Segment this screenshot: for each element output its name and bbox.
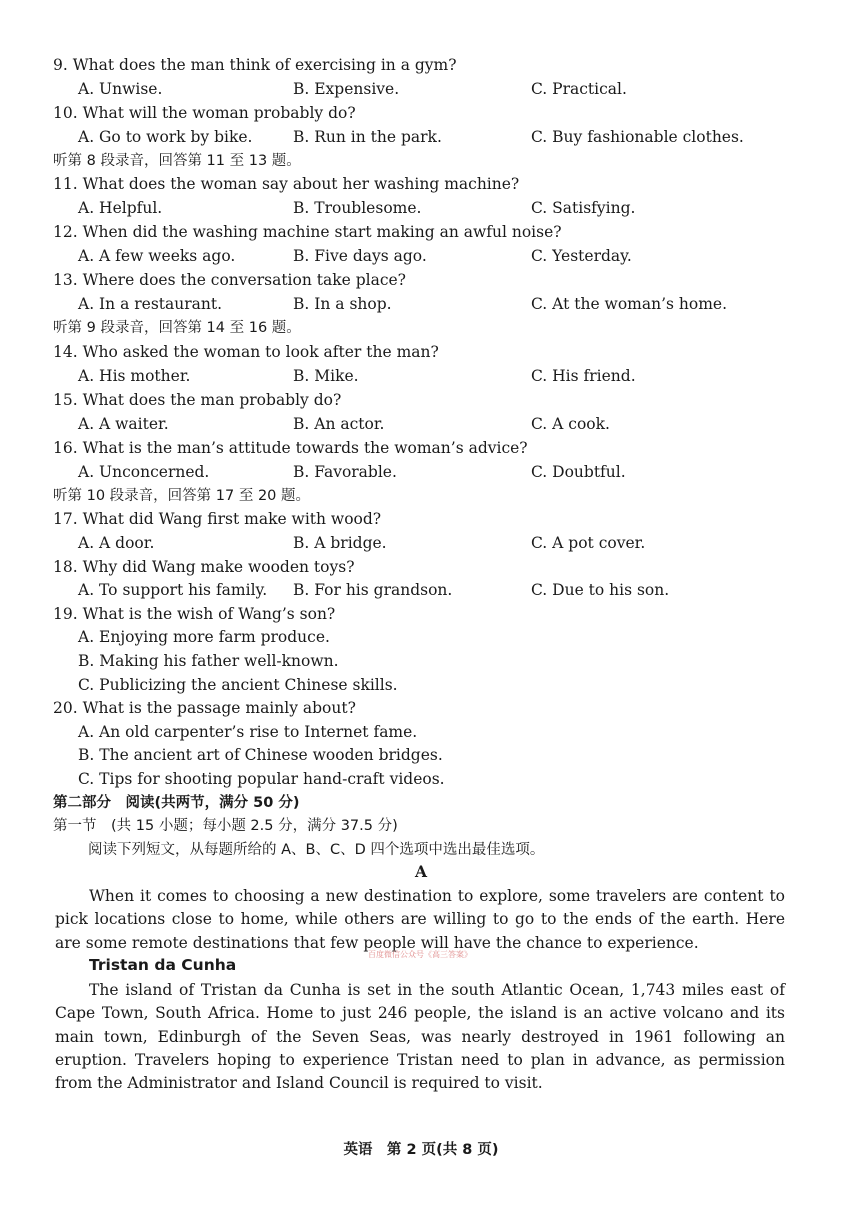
q12-option-b: B. Five days ago. (293, 247, 427, 265)
q19-option-a: A. Enjoying more farm produce. (78, 628, 330, 646)
question-11: 11. What does the woman say about her washing machine? (53, 175, 520, 193)
q18-option-b: B. For his grandson. (293, 581, 453, 599)
question-10: 10. What will the woman probably do? (53, 104, 356, 122)
listening-section-8: 听第 8 段录音，回答第 11 至 13 题。 (53, 153, 301, 169)
question-9: 9. What does the man think of exercising in a gym? (53, 56, 457, 74)
q10-option-a: A. Go to work by bike. (78, 128, 253, 146)
q16-option-a: A. Unconcerned. (78, 463, 210, 481)
q17-option-a: A. A door. (78, 534, 155, 552)
q9-option-c: C. Practical. (531, 80, 627, 98)
q16-option-b: B. Favorable. (293, 463, 397, 481)
listening-section-9: 听第 9 段录音，回答第 14 至 16 题。 (53, 320, 301, 336)
q12-option-c: C. Yesterday. (531, 247, 632, 265)
q11-option-a: A. Helpful. (78, 199, 163, 217)
q20-option-a: A. An old carpenter’s rise to Internet fame. (78, 723, 418, 741)
q13-option-a: A. In a restaurant. (78, 295, 223, 313)
q14-option-c: C. His friend. (531, 367, 636, 385)
passage-subtitle: Tristan da Cunha (89, 956, 237, 974)
q14-option-b: B. Mike. (293, 367, 359, 385)
q15-option-a: A. A waiter. (78, 415, 169, 433)
listening-section-10: 听第 10 段录音，回答第 17 至 20 题。 (53, 488, 311, 504)
q16-option-c: C. Doubtful. (531, 463, 626, 481)
q11-option-c: C. Satisfying. (531, 199, 636, 217)
q9-option-b: B. Expensive. (293, 80, 400, 98)
watermark: 百度微信公众号《高三答案》 (368, 950, 472, 959)
q13-option-b: B. In a shop. (293, 295, 392, 313)
q20-option-c: C. Tips for shooting popular hand-craft videos. (78, 770, 445, 788)
passage-intro: When it comes to choosing a new destination to explore, some travelers are content to pick locations close to home, while others are willing to go to the ends of the earth. Here are some remote destinations that few people will have the chance to experience. (55, 887, 785, 952)
q12-option-a: A. A few weeks ago. (78, 247, 236, 265)
q13-option-c: C. At the woman’s home. (531, 295, 727, 313)
section-one-title: 第一节 (共 15 小题；每小题 2.5 分，满分 37.5 分) (53, 818, 398, 834)
question-13: 13. Where does the conversation take place? (53, 271, 406, 289)
q18-option-c: C. Due to his son. (531, 581, 670, 599)
q11-option-b: B. Troublesome. (293, 199, 422, 217)
q17-option-b: B. A bridge. (293, 534, 387, 552)
question-19: 19. What is the wish of Wang’s son? (53, 605, 336, 623)
q19-option-c: C. Publicizing the ancient Chinese skills. (78, 676, 398, 694)
q15-option-b: B. An actor. (293, 415, 385, 433)
part-two-title: 第二部分 阅读(共两节，满分 50 分) (53, 795, 300, 811)
question-20: 20. What is the passage mainly about? (53, 699, 356, 717)
q17-option-c: C. A pot cover. (531, 534, 646, 552)
q19-option-b: B. Making his father well-known. (78, 652, 339, 670)
reading-instruction: 阅读下列短文，从每题所给的 A、B、C、D 四个选项中选出最佳选项。 (88, 842, 545, 858)
passage-label: A (414, 862, 428, 881)
passage-body: The island of Tristan da Cunha is set in the south Atlantic Ocean, 1,743 miles east of Cape Town, South Africa. Home to just 246 people, the island is an active volcano and its main town, Edinburgh of the Seven Seas, was nearly destroyed in 1961 following an eruption. Travelers hoping to experience Tristan need to plan in advance, as permission from the Administrator and Island Council is required to visit. (55, 981, 785, 1093)
question-14: 14. Who asked the woman to look after the man? (53, 343, 439, 361)
question-16: 16. What is the man’s attitude towards the woman’s advice? (53, 439, 528, 457)
q10-option-c: C. Buy fashionable clothes. (531, 128, 744, 146)
q10-option-b: B. Run in the park. (293, 128, 442, 146)
q14-option-a: A. His mother. (78, 367, 191, 385)
q18-option-a: A. To support his family. (78, 581, 268, 599)
page-footer: 英语 第 2 页(共 8 页) (343, 1142, 499, 1158)
q15-option-c: C. A cook. (531, 415, 610, 433)
q9-option-a: A. Unwise. (78, 80, 163, 98)
question-12: 12. When did the washing machine start making an awful noise? (53, 223, 562, 241)
q20-option-b: B. The ancient art of Chinese wooden bridges. (78, 746, 443, 764)
question-18: 18. Why did Wang make wooden toys? (53, 558, 355, 576)
question-17: 17. What did Wang first make with wood? (53, 510, 382, 528)
question-15: 15. What does the man probably do? (53, 391, 342, 409)
